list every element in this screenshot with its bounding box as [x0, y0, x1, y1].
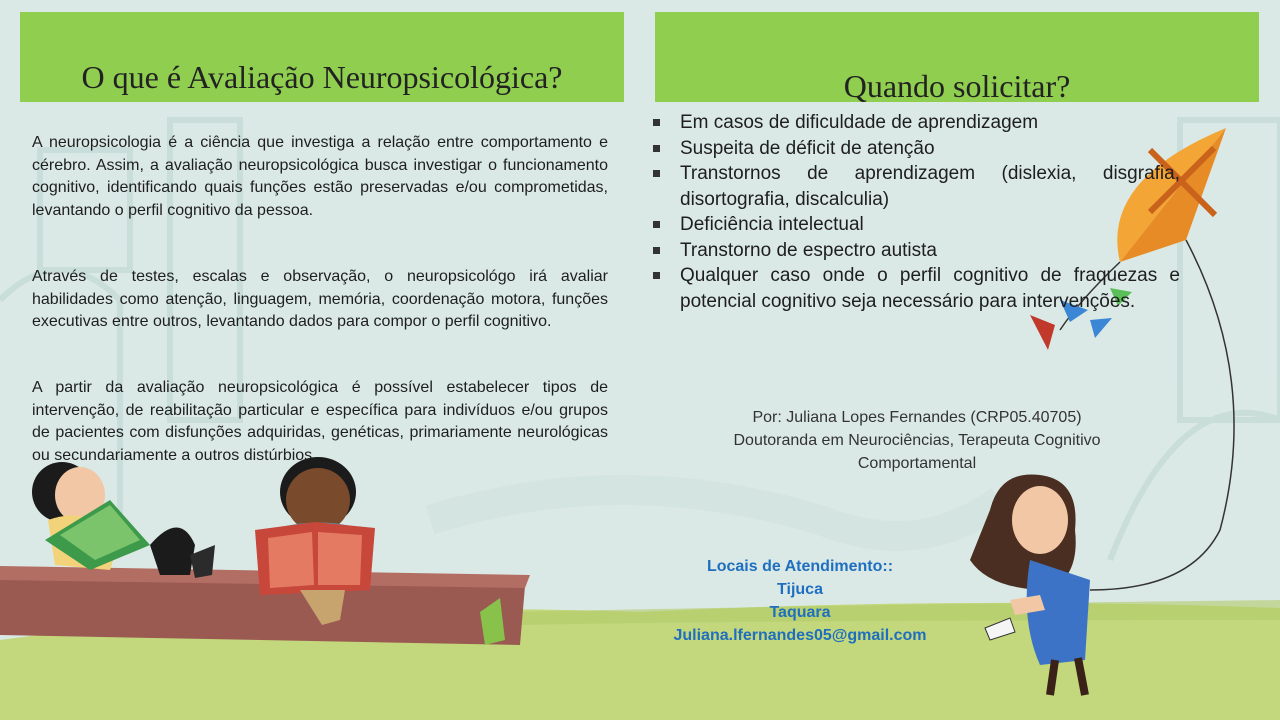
location-tijuca: Tijuca	[777, 581, 823, 598]
contact-email[interactable]: Juliana.lfernandes05@gmail.com	[673, 627, 927, 644]
paragraph-interventions: A partir da avaliação neuropsicológica é possível estabelecer tipos de intervenção, de reabilitação particular e específica para indivíduos e/ou grupos de pacientes com disfunções adquiridas, genéticas, primariamente neurológicas ou secundariamente a outros distúrbios.	[32, 379, 608, 464]
right-title: Quando solicitar?	[843, 68, 1071, 104]
paragraph-methods: Através de testes, escalas e observação, o neuropsicológo irá avaliar habilidades como atenção, linguagem, memória, coordenação motora, funções executivas entre outros, levantando dados para compor o perfil cognitivo.	[32, 268, 608, 330]
locations-block	[620, 555, 980, 647]
left-title-banner	[20, 12, 624, 102]
list-item: Em casos de dificuldade de aprendizagem	[650, 110, 1180, 136]
author-title: Doutoranda em Neurociências, Terapeuta Cognitivo	[733, 432, 1101, 449]
right-title-banner	[655, 12, 1259, 102]
author-name: Por: Juliana Lopes Fernandes (CRP05.40705)	[752, 409, 1082, 426]
author-credits	[690, 406, 1144, 475]
locations-heading: Locais de Atendimento::	[706, 558, 894, 575]
list-item: Qualquer caso onde o perfil cognitivo de fraquezas e potencial cognitivo seja necessário para intervenções.	[650, 263, 1180, 314]
boy-reading-green-book	[32, 462, 215, 578]
location-taquara: Taquara	[769, 604, 831, 621]
author-title-cont: Comportamental	[857, 455, 977, 472]
list-item: Suspeita de déficit de atenção	[650, 136, 1180, 162]
list-item: Transtornos de aprendizagem (dislexia, disgrafia, disortografia, discalculia)	[650, 161, 1180, 212]
left-title: O que é Avaliação Neuropsicológica?	[81, 59, 563, 95]
list-item: Transtorno de espectro autista	[650, 238, 1180, 264]
list-item: Deficiência intelectual	[650, 212, 1180, 238]
indications-list	[650, 110, 1180, 314]
paragraph-definition: A neuropsicologia é a ciência que investiga a relação entre comportamento e cérebro. Assim, a avaliação neuropsicológica busca investigar o funcionamento cognitivo, identificando quais funções estão preservadas e/ou comprometidas, levantando o perfil cognitivo da pessoa.	[32, 134, 608, 219]
